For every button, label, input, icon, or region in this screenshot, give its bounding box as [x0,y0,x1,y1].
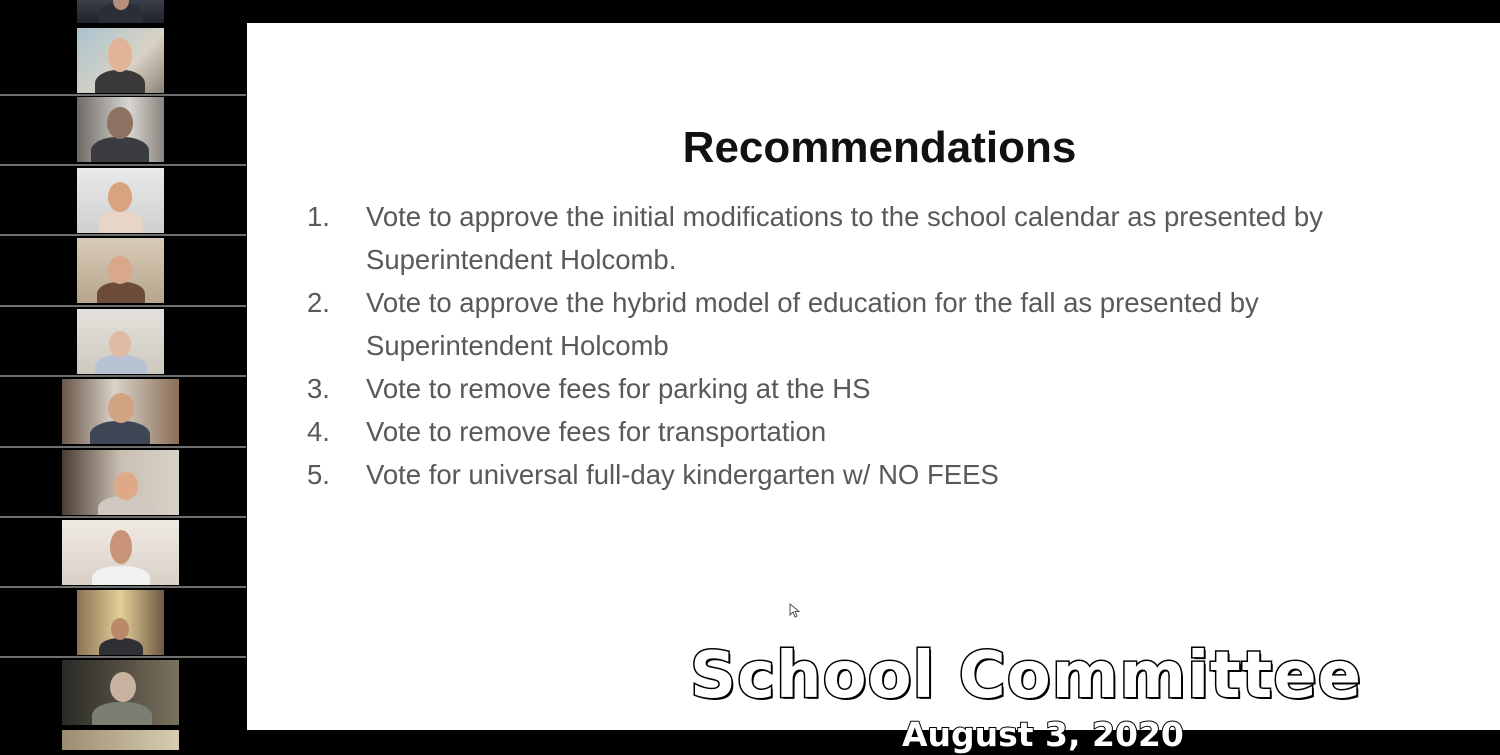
strip-divider [0,375,246,377]
slide-title: Recommendations [682,123,1077,172]
participant-video-2[interactable] [77,28,164,93]
participant-video-1[interactable] [77,0,164,23]
participant-strip [0,0,246,750]
list-item [307,281,1437,367]
list-item [307,195,1437,281]
list-item [307,453,1437,496]
caption-title: School Committee [690,639,1362,713]
list-item-number: 2. [307,287,330,318]
participant-video-9[interactable] [62,520,179,585]
list-item-number: 4. [307,416,330,447]
list-item-text: Vote to remove fees for parking at the HS [366,373,871,404]
participant-video-8[interactable] [62,450,179,515]
strip-divider [0,516,246,518]
participant-video-5[interactable] [77,238,164,303]
strip-divider [0,305,246,307]
participant-video-10[interactable] [77,590,164,655]
strip-divider [0,94,246,96]
bottom-bar [247,730,1500,750]
participant-video-11[interactable] [62,660,179,725]
recommendations-list [307,195,1437,496]
participant-video-3[interactable] [77,97,164,162]
strip-divider [0,164,246,166]
list-item-text: Vote to approve the initial modifications to the school calendar as presented by Superintendent Holcomb. [366,201,1323,275]
list-item-number: 1. [307,201,330,232]
participant-video-6[interactable] [77,309,164,374]
list-item-number: 3. [307,373,330,404]
strip-divider [0,656,246,658]
strip-divider [0,586,246,588]
strip-divider [0,234,246,236]
list-item-text: Vote to approve the hybrid model of education for the fall as presented by Superintendent Holcomb [366,287,1259,361]
participant-video-4[interactable] [77,168,164,233]
participant-video-7[interactable] [62,379,179,444]
list-item-text: Vote for universal full-day kindergarten w/ NO FEES [366,459,999,490]
caption-date: August 3, 2020 [902,715,1184,754]
list-item [307,410,1437,453]
strip-divider [0,446,246,448]
list-item [307,367,1437,410]
shared-slide [247,23,1500,730]
list-item-number: 5. [307,459,330,490]
list-item-text: Vote to remove fees for transportation [366,416,827,447]
participant-video-12[interactable] [62,730,179,750]
